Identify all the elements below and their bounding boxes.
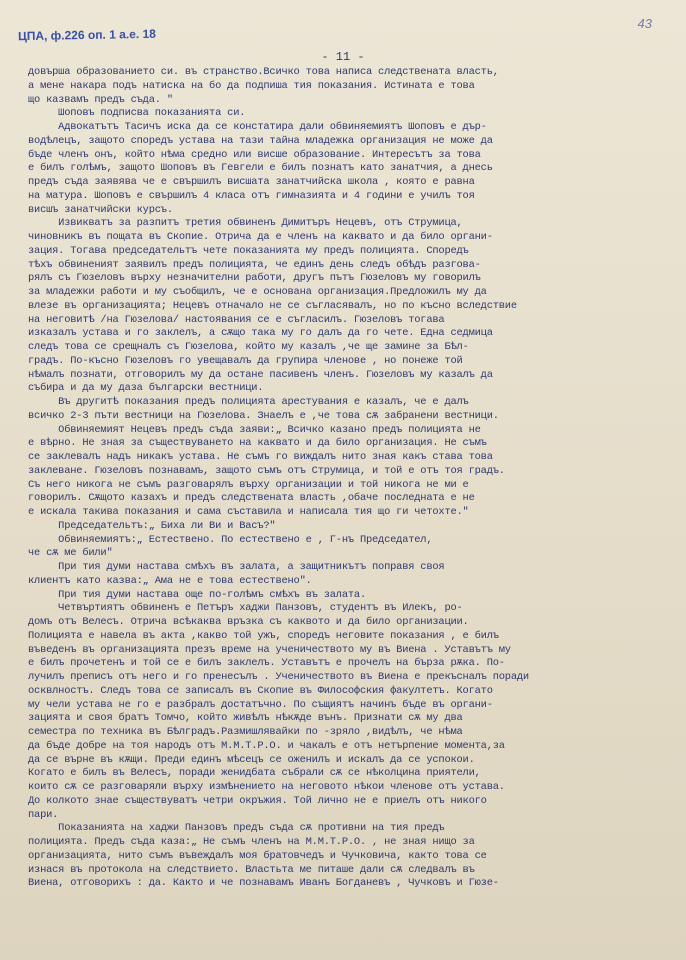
text-line: що казвамъ предъ съда. " (28, 93, 173, 106)
text-line: въведенъ въ организацията презъ време на ученичеството му въ Виена . Уставътъ му (28, 643, 511, 656)
text-line: е искала такива показания и сама съставила и написала тия що ги четохте." (28, 506, 469, 518)
text-line: да се върне въ кѫщи. Преди единъ мѣсецъ се оженилъ и искалъ да се успокои. (28, 753, 475, 766)
text-line: е вѣрно. Не зная за съществуването на каквато и да било организация. Не съмъ (28, 437, 487, 450)
text-line: зация. Тогава председательтъ чете показанията му предъ полицията. Споредъ (28, 244, 469, 257)
text-line: Полицията е навела въ акта ,какво той ужъ, споредъ неговите показания , е билъ (28, 629, 499, 642)
text-line: Четвъртиятъ обвиненъ е Петъръ хаджи Панзовъ, студентъ въ Илекъ, ро- (28, 602, 463, 615)
text-line: е билъ прочетенъ и той се е билъ заклелъ. Уставътъ е прочелъ на бърза рѫка. По- (28, 657, 505, 670)
text-line: семестра по техника въ Бѣлградъ.Размишлявайки по -зряло ,видѣлъ, че нѣма (28, 726, 463, 738)
text-line: тѣхъ обвиненият заявилъ предъ полицията, че единъ день следъ обѣдъ разгова- (28, 258, 481, 271)
text-line: следъ това се срещналъ съ Гюзелова, който му казалъ ,че ще замине за Бѣл- (28, 341, 469, 353)
text-line: е билъ голѣмъ, защото Шоповъ въ Гевгели е билъ познатъ като занатчия, а днесь (28, 162, 493, 175)
text-line: водѣлецъ, защото споредъ устава на тази тайна младежка организация не може да (28, 134, 493, 147)
text-line: лучилъ преписъ отъ него и го пренесълъ . Ученичеството въ Виена е прекъсналъ поради (28, 671, 529, 683)
text-line: на матура. Шоповъ е свършилъ 4 класа отъ гимназията и 4 години е училъ тоя (28, 189, 475, 202)
text-line: заклеване. Гюзеловъ познавамъ, защото съмъ отъ Струмица, и той е отъ тоя градъ. (28, 464, 505, 477)
text-line: а мене накара подъ натиска на бо да подпиша тия показания. Истината е това (28, 79, 475, 92)
text-line: организацията, нито съмъ въвеждалъ моя братовчедъ и Чучковича, както това се (28, 849, 487, 862)
text-line: При тия думи настава още по-голѣмъ смѣхъ въ залата. (28, 588, 366, 601)
text-line: висшъ занатчийски курсъ. (28, 203, 173, 216)
text-line: Въ другитѣ показания предъ полицията арестувания е казалъ, че е далъ (28, 396, 469, 408)
text-line: за младежки работи и му съобщилъ, че е основана организация.Предложилъ му да (28, 286, 487, 298)
text-line: рялъ съ Гюзеловъ върху незначителни работи, другъ пътъ Гюзеловъ му говорилъ (28, 272, 481, 285)
text-line: Председательтъ:„ Биха ли Ви и Васъ?" (28, 519, 276, 532)
text-line: предъ съда заявява че е свършилъ висшата занатчийска школа , която е равна (28, 176, 475, 188)
text-line: които сѫ се разговаряли върху измѣнението на неговото нѣкои членове отъ устава. (28, 781, 505, 793)
text-line: се заклевалъ надъ никакъ устава. Не съмъ го виждалъ нито зная какъ става това (28, 451, 493, 463)
page-number: - 11 - (321, 50, 365, 64)
paragraph (28, 217, 666, 396)
paragraph (28, 520, 666, 561)
text-line: Съ него никога не съмъ разговарялъ върху организации и той никога не ми е (28, 478, 469, 491)
text-line: на неговитѣ /на Гюзелова/ настоявания се е съгласилъ. Гюзеловъ тогава (28, 313, 445, 326)
text-line: осквлностъ. Следъ това се записалъ въ Скопие въ Философския факултетъ. Когато (28, 684, 493, 697)
archive-stamp: ЦПА, ф.226 оп. 1 а.е. 18 (17, 26, 156, 44)
text-line: довърша образованието си. въ странство.Всичко това написа следствената власть, (28, 66, 499, 78)
text-line: клиентъ като казва:„ Ама не е това естествено". (28, 574, 312, 587)
text-line: Адвокатътъ Тасичъ иска да се констатира дали обвиняемиятъ Шоповъ е дър- (28, 121, 487, 133)
text-line: пари. (28, 808, 59, 821)
text-line: говорилъ. Сѫщото казахъ и предъ следствената власть ,обаче последната е не (28, 492, 475, 505)
text-line: бъде членъ онъ, който нѣма средно или висше образование. Интересътъ за това (28, 148, 481, 161)
text-line: изказалъ устава и го заклелъ, а сѫщо така му го далъ да го чете. Една седмица (28, 327, 493, 340)
paragraph (28, 396, 666, 520)
folio-number: 43 (637, 16, 652, 31)
text-line: влезе въ организацията; Нецевъ отначало не се съгласявалъ, но по късно вследствие (28, 299, 517, 312)
text-line: всичко 2-3 пъти вестници на Гюзелова. Знаелъ е ,че това сѫ забранени вестници. (28, 409, 499, 422)
text-line: При тия думи настава смѣхъ въ залата, а защитникътъ поправя своя (28, 561, 445, 573)
text-line: Когато е билъ въ Велесъ, поради женидбата събрали сѫ се нѣколцина приятели, (28, 767, 481, 780)
text-line: Виена, отговорихъ : да. Както и че познавамъ Иванъ Богданевъ , Чучковъ и Гюзе- (28, 877, 499, 890)
text-line: Обвиняемият Нецевъ предъ съда заяви:„ Всичко казано предъ полицията не (28, 423, 481, 436)
text-line: домъ отъ Велесъ. Отрича всѣкаква връзка съ каквото и да било организации. (28, 616, 469, 628)
paragraph (28, 822, 666, 891)
text-line: градъ. По-късно Гюзеловъ го увещавалъ да групира членове , но понеже той (28, 354, 463, 367)
document-body (28, 66, 666, 891)
text-line: изнася въ протокола на следствието. Властьта ме питаше дали сѫ следвалъ въ (28, 863, 475, 876)
text-line: чиновникъ въ пощата въ Скопие. Отрича да е членъ на каквато и да било органи- (28, 231, 493, 243)
text-line: Показанията на хаджи Панзовъ предъ съда сѫ противни на тия предъ (28, 822, 445, 835)
text-line: зацията и своя братъ Томчо, който живѣлъ нѣкѫде вънъ. Признати сѫ му два (28, 712, 463, 725)
text-line: нѣмалъ познати, отговорилъ му да остане пасивенъ членъ. Гюзеловъ му казалъ да (28, 368, 493, 381)
text-line: му чели устава не го е разбралъ достатъчно. По същиятъ начинъ бъде въ органи- (28, 698, 493, 711)
text-line: полицията. Предъ съда каза:„ Не съмъ членъ на М.М.Т.Р.О. , не зная нищо за (28, 836, 475, 848)
text-line: Извикватъ за разпитъ третия обвиненъ Димитъръ Нецевъ, отъ Струмица, (28, 217, 463, 230)
text-line: Шоповъ подписва показанията си. (28, 107, 246, 120)
text-line: Обвиняемиятъ:„ Естествено. По естествено е , Г-нъ Председател, (28, 533, 433, 546)
text-line: да бъде добре на тоя народъ отъ М.М.Т.Р.О. и чакалъ е отъ нетърпение момента,за (28, 739, 505, 752)
text-line: че сѫ ме били" (28, 547, 113, 560)
text-line: събира и да му даза български вестници. (28, 382, 264, 395)
paragraph (28, 561, 666, 822)
paragraph (28, 66, 666, 217)
text-line: До колкото знае съществуватъ четри окръжия. Той лично не е приелъ отъ никого (28, 794, 487, 807)
